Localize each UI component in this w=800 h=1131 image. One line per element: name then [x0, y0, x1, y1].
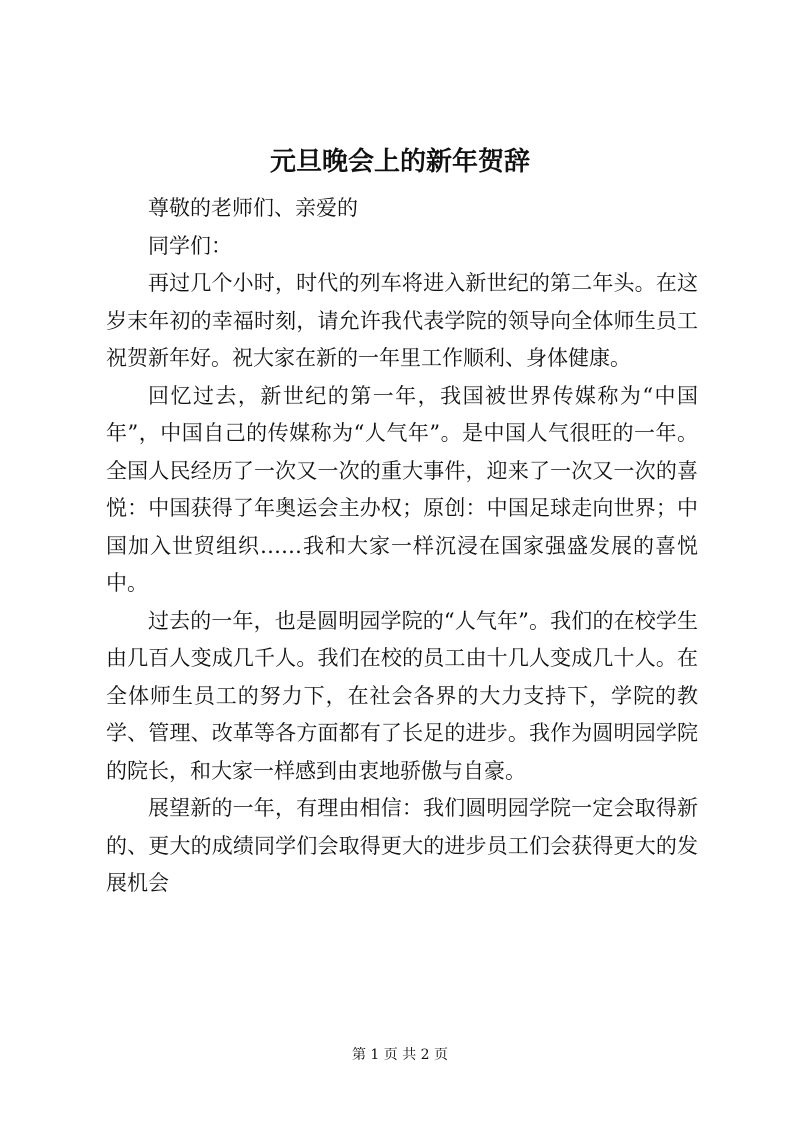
page-number-footer: 第 1 页 共 2 页: [351, 1047, 449, 1063]
salutation-line-2: 同学们：: [148, 233, 232, 258]
paragraph-3: 过去的一年，也是圆明园学院的“人气年”。我们的在校学生由几百人变成几千人。我们在校的员工由十几人变成几十人。在全体师生员工的努力下，在社会各界的大力支持下，学院的教学、管理、改革等各方面都有了长足的进步。我作为圆明园学院的院长，和大家一样感到由衷地骄傲与自豪。: [106, 608, 698, 783]
paragraph-2: 回忆过去，新世纪的第一年，我国被世界传媒称为“中国年”，中国自己的传媒称为“人气年”。是中国人气很旺的一年。全国人民经历了一次又一次的重大事件，迎来了一次又一次的喜悦：中国获得了年奥运会主办权；原创：中国足球走向世界；中国加入世贸组织……我和大家一样沉浸在国家强盛发展的喜悦中。: [106, 383, 698, 595]
paragraph-1: 再过几个小时，时代的列车将进入新世纪的第二年头。在这岁末年初的幸福时刻，请允许我代表学院的领导向全体师生员工祝贺新年好。祝大家在新的一年里工作顺利、身体健康。: [106, 271, 698, 370]
document-body: [106, 190, 698, 903]
document-title: 元旦晚会上的新年贺辞: [269, 147, 530, 177]
paragraph-4: 展望新的一年，有理由相信：我们圆明园学院一定会取得新的、更大的成绩同学们会取得更大的进步员工们会获得更大的发展机会: [106, 796, 698, 895]
salutation-line-1: 尊敬的老师们、亲爱的: [148, 196, 358, 220]
